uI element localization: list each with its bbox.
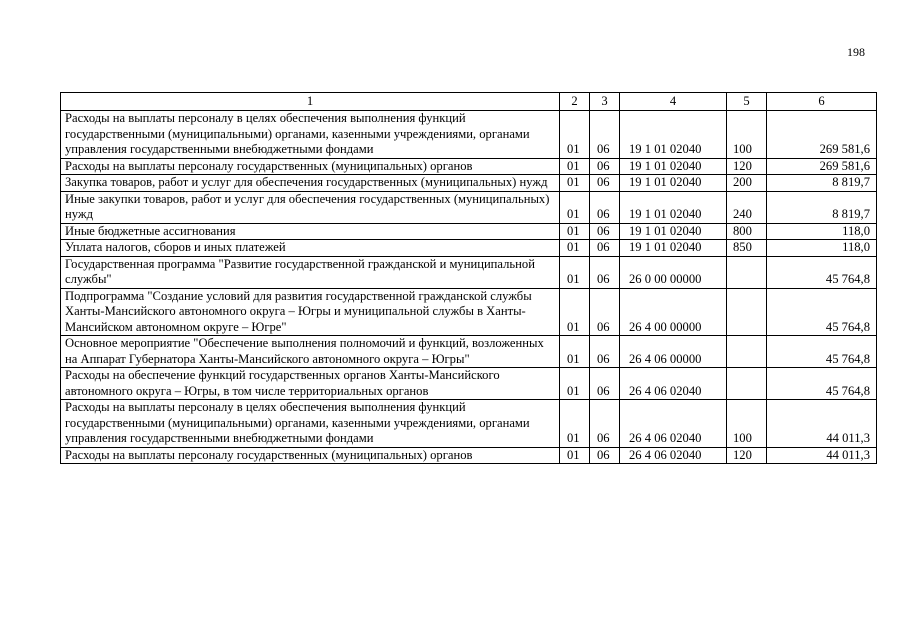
- amount-cell: 45 764,8: [767, 288, 877, 336]
- expense-name-cell: Государственная программа "Развитие государственной гражданской и муниципальной службы": [61, 256, 560, 288]
- section-code-cell: 01: [560, 223, 590, 240]
- expense-type-cell: [727, 368, 767, 400]
- table-row: [61, 111, 877, 159]
- subsection-code-cell: 06: [590, 447, 620, 464]
- page-number: 198: [847, 45, 865, 59]
- amount-cell: 45 764,8: [767, 368, 877, 400]
- table-row: [61, 336, 877, 368]
- target-article-cell: 19 1 01 02040: [620, 158, 727, 175]
- expense-type-cell: 240: [727, 191, 767, 223]
- column-header: 3: [590, 93, 620, 111]
- target-article-cell: 26 4 00 00000: [620, 288, 727, 336]
- amount-cell: 44 011,3: [767, 447, 877, 464]
- target-article-cell: 19 1 01 02040: [620, 191, 727, 223]
- subsection-code-cell: 06: [590, 175, 620, 192]
- expense-type-cell: [727, 288, 767, 336]
- table-row: [61, 223, 877, 240]
- expense-name-cell: Иные бюджетные ассигнования: [61, 223, 560, 240]
- expense-name-cell: Расходы на выплаты персоналу в целях обеспечения выполнения функций государственными (муниципальными) органами, казенными учреждениями, органами управления государственными внебюджетными фондами: [61, 400, 560, 448]
- amount-cell: 118,0: [767, 223, 877, 240]
- expense-type-cell: 120: [727, 158, 767, 175]
- amount-cell: 45 764,8: [767, 336, 877, 368]
- expense-type-cell: [727, 336, 767, 368]
- expense-name-cell: Расходы на выплаты персоналу государственных (муниципальных) органов: [61, 447, 560, 464]
- expense-name-cell: Закупка товаров, работ и услуг для обеспечения государственных (муниципальных) нужд: [61, 175, 560, 192]
- section-code-cell: 01: [560, 447, 590, 464]
- table-row: [61, 368, 877, 400]
- expense-type-cell: 120: [727, 447, 767, 464]
- subsection-code-cell: 06: [590, 336, 620, 368]
- expense-type-cell: 200: [727, 175, 767, 192]
- table-row: [61, 158, 877, 175]
- expense-type-cell: [727, 256, 767, 288]
- target-article-cell: 26 4 06 02040: [620, 368, 727, 400]
- amount-cell: 8 819,7: [767, 191, 877, 223]
- subsection-code-cell: 06: [590, 368, 620, 400]
- subsection-code-cell: 06: [590, 191, 620, 223]
- expense-name-cell: Расходы на выплаты персоналу государственных (муниципальных) органов: [61, 158, 560, 175]
- column-header: 6: [767, 93, 877, 111]
- table-row: [61, 400, 877, 448]
- section-code-cell: 01: [560, 256, 590, 288]
- amount-cell: 8 819,7: [767, 175, 877, 192]
- section-code-cell: 01: [560, 175, 590, 192]
- target-article-cell: 19 1 01 02040: [620, 240, 727, 257]
- subsection-code-cell: 06: [590, 400, 620, 448]
- amount-cell: 45 764,8: [767, 256, 877, 288]
- column-header: 1: [61, 93, 560, 111]
- target-article-cell: 26 4 06 02040: [620, 447, 727, 464]
- expense-type-cell: 800: [727, 223, 767, 240]
- expense-type-cell: 100: [727, 111, 767, 159]
- subsection-code-cell: 06: [590, 158, 620, 175]
- subsection-code-cell: 06: [590, 223, 620, 240]
- expense-name-cell: Уплата налогов, сборов и иных платежей: [61, 240, 560, 257]
- amount-cell: 44 011,3: [767, 400, 877, 448]
- expense-name-cell: Расходы на выплаты персоналу в целях обеспечения выполнения функций государственными (муниципальными) органами, казенными учреждениями, органами управления государственными внебюджетными фондами: [61, 111, 560, 159]
- section-code-cell: 01: [560, 191, 590, 223]
- column-header: 2: [560, 93, 590, 111]
- table-row: [61, 175, 877, 192]
- amount-cell: 269 581,6: [767, 158, 877, 175]
- table-row: [61, 256, 877, 288]
- amount-cell: 118,0: [767, 240, 877, 257]
- target-article-cell: 19 1 01 02040: [620, 111, 727, 159]
- section-code-cell: 01: [560, 111, 590, 159]
- expense-name-cell: Иные закупки товаров, работ и услуг для обеспечения государственных (муниципальных) нужд: [61, 191, 560, 223]
- target-article-cell: 19 1 01 02040: [620, 223, 727, 240]
- target-article-cell: 26 4 06 02040: [620, 400, 727, 448]
- target-article-cell: 19 1 01 02040: [620, 175, 727, 192]
- table-row: [61, 447, 877, 464]
- section-code-cell: 01: [560, 368, 590, 400]
- table-row: [61, 191, 877, 223]
- column-header: 4: [620, 93, 727, 111]
- budget-table: [60, 92, 877, 464]
- subsection-code-cell: 06: [590, 288, 620, 336]
- table-header-row: [61, 93, 877, 111]
- amount-cell: 269 581,6: [767, 111, 877, 159]
- section-code-cell: 01: [560, 400, 590, 448]
- subsection-code-cell: 06: [590, 240, 620, 257]
- section-code-cell: 01: [560, 336, 590, 368]
- expense-type-cell: 850: [727, 240, 767, 257]
- section-code-cell: 01: [560, 158, 590, 175]
- subsection-code-cell: 06: [590, 111, 620, 159]
- expense-name-cell: Расходы на обеспечение функций государственных органов Ханты-Мансийского автономного округа – Югры, в том числе территориальных органов: [61, 368, 560, 400]
- column-header: 5: [727, 93, 767, 111]
- table-row: [61, 288, 877, 336]
- section-code-cell: 01: [560, 240, 590, 257]
- expense-type-cell: 100: [727, 400, 767, 448]
- table-row: [61, 240, 877, 257]
- target-article-cell: 26 4 06 00000: [620, 336, 727, 368]
- expense-name-cell: Подпрограмма "Создание условий для развития государственной гражданской службы Ханты-Мансийского автономного округа – Югры и муниципальной службы в Ханты-Мансийском автономном округе – Югре": [61, 288, 560, 336]
- expense-name-cell: Основное мероприятие "Обеспечение выполнения полномочий и функций, возложенных на Аппарат Губернатора Ханты-Мансийского автономного округа – Югры": [61, 336, 560, 368]
- section-code-cell: 01: [560, 288, 590, 336]
- subsection-code-cell: 06: [590, 256, 620, 288]
- target-article-cell: 26 0 00 00000: [620, 256, 727, 288]
